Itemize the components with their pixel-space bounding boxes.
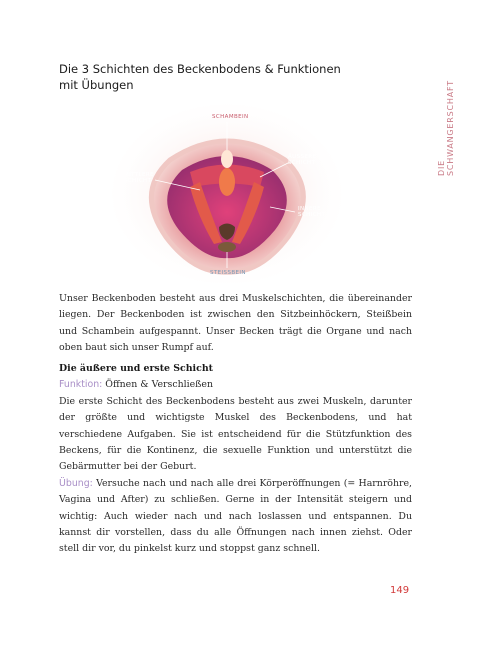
label-schambein: SCHAMBEIN — [212, 114, 249, 120]
label-mittlere-schicht: MITTLERE SCHICHT — [124, 172, 155, 184]
funktion-text: Öffnen & Verschließen — [102, 379, 213, 391]
urethra-opening — [221, 150, 233, 168]
label-steissbein: STEISSBEIN — [210, 270, 246, 276]
section-paragraph: Die erste Schicht des Beckenbodens besteht aus zwei Muskeln, darunter der größte und wichtigste Muskel des Beckenbodens, und hat verschiedene Aufgaben. Sie ist entscheidend für die Stützfunktion des Beckens, für die Kontinenz, die sexuelle Funktion und unterstützt die Gebärmutter bei der Geburt. — [59, 395, 412, 473]
page-title — [59, 61, 399, 93]
label-innere-schicht: INNERE SCHICHT — [298, 206, 326, 218]
label-aeussere-schicht: ÄUSSERE SCHICHT — [288, 154, 317, 166]
funktion-label: Funktion: — [59, 379, 103, 391]
uebung-paragraph — [59, 476, 412, 558]
uebung-text: Versuche nach und nach alle drei Körperöffnungen (= Harnröhre, Vagina und After) zu schließen. Gerne in der Intensität steigern und wichtig: Auch wieder nach und nach loslassen und entspannen. Du kannst dir vorstellen, dass du alle Öffnungen nach innen ziehst. Oder stell dir vor, du pinkelst kurz und stoppst ganz schnell. — [59, 477, 412, 555]
title-line-2: mit Übungen — [59, 78, 134, 92]
pelvic-floor-drawing — [110, 102, 345, 287]
section-heading: Die äußere und erste Schicht — [59, 363, 213, 374]
intro-paragraph: Unser Beckenboden besteht aus drei Muskelschichten, die übereinander liegen. Der Beckenboden ist zwischen den Sitzbeinhöckern, Steißbein und Schambein aufgespannt. Unser Becken trägt die Organe und nach oben baut sich unser Rumpf auf. — [59, 293, 412, 354]
title-line-1: Die 3 Schichten des Beckenbodens & Funktionen — [59, 62, 341, 76]
chapter-side-label: DIE SCHWANGERSCHAFT — [437, 80, 455, 176]
section-outer-layer — [59, 361, 412, 558]
page-number: 149 — [390, 585, 410, 596]
pelvic-floor-illustration — [110, 102, 345, 287]
funktion-line — [59, 377, 412, 393]
uebung-label: Übung: — [59, 477, 93, 489]
vagina-opening — [219, 168, 235, 196]
coccyx — [218, 242, 236, 252]
